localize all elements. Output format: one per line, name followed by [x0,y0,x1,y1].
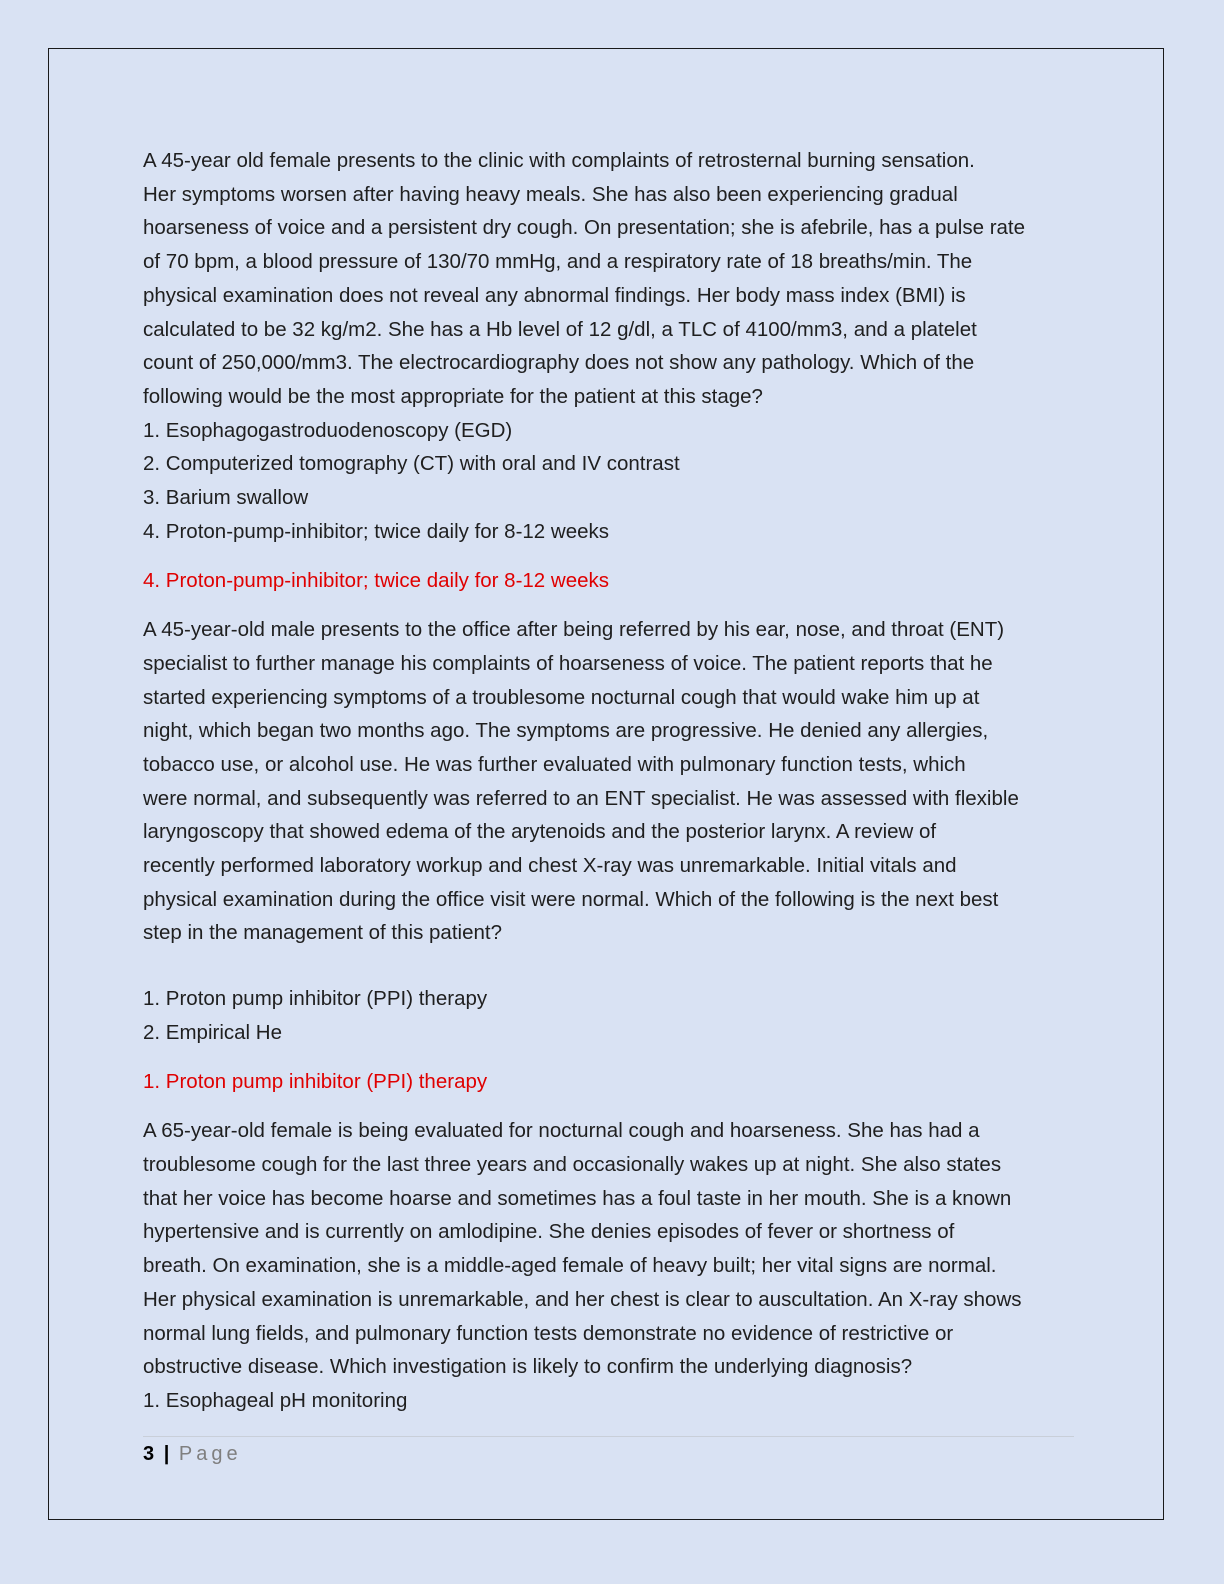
question-3-line: that her voice has become hoarse and sometimes has a foul taste in her mouth. She is a known [143,1186,1012,1210]
question-1-line: Her symptoms worsen after having heavy meals. She has also been experiencing gradual [143,182,958,206]
question-1 [143,144,1083,548]
question-3-line: obstructive disease. Which investigation is likely to confirm the underlying diagnosis? [143,1355,913,1379]
question-1-line: physical examination does not reveal any abnormal findings. Her body mass index (BMI) is [143,283,966,307]
question-2-answer: 1. Proton pump inhibitor (PPI) therapy [143,1070,488,1094]
question-1-option: 2. Computerized tomography (CT) with oral and IV contrast [143,452,680,476]
question-1-option: 3. Barium swallow [143,486,309,510]
question-2-line: tobacco use, or alcohol use. He was further evaluated with pulmonary function tests, which [143,752,966,776]
footer-divider [143,1436,1074,1437]
question-2-line: physical examination during the office visit were normal. Which of the following is the next best [143,887,999,911]
question-2-line: step in the management of this patient? [143,921,502,945]
question-3 [143,1114,1083,1417]
question-2-option: 1. Proton pump inhibitor (PPI) therapy [143,987,488,1011]
question-1-option: 4. Proton-pump-inhibitor; twice daily for 8-12 weeks [143,519,610,543]
question-2-line: A 45-year-old male presents to the office after being referred by his ear, nose, and throat (ENT) [143,618,1005,642]
question-3-line: hypertensive and is currently on amlodipine. She denies episodes of fever or shortness of [143,1220,955,1244]
question-1-option: 1. Esophagogastroduodenoscopy (EGD) [143,418,513,442]
question-1-line: following would be the most appropriate for the patient at this stage? [143,384,763,408]
question-1-line: count of 250,000/mm3. The electrocardiography does not show any pathology. Which of the [143,351,975,375]
question-3-option: 1. Esophageal pH monitoring [143,1388,408,1412]
page-label: Page [178,1443,242,1465]
question-1-line: of 70 bpm, a blood pressure of 130/70 mmHg, and a respiratory rate of 18 breaths/min. The [143,250,973,274]
question-3-line: breath. On examination, she is a middle-aged female of heavy built; her vital signs are normal. [143,1254,997,1278]
question-2 [143,613,1083,1049]
question-3-line: troublesome cough for the last three years and occasionally wakes up at night. She also states [143,1152,1002,1176]
question-1-line: calculated to be 32 kg/m2. She has a Hb level of 12 g/dl, a TLC of 4100/mm3, and a platelet [143,317,977,341]
question-2-line: started experiencing symptoms of a troublesome nocturnal cough that would wake him up at [143,685,980,709]
question-1-answer: 4. Proton-pump-inhibitor; twice daily for 8-12 weeks [143,568,610,592]
page-number: 3 [143,1443,155,1465]
question-2-line: were normal, and subsequently was referred to an ENT specialist. He was assessed with flexible [143,786,1019,810]
question-2-option: 2. Empirical He [143,1020,282,1044]
question-1-line: A 45-year old female presents to the clinic with complaints of retrosternal burning sensation. [143,149,975,172]
footer-separator: | [163,1443,170,1465]
question-2-line: night, which began two months ago. The symptoms are progressive. He denied any allergies, [143,719,989,743]
question-3-line: Her physical examination is unremarkable, and her chest is clear to auscultation. An X-ray shows [143,1287,1022,1311]
question-2-line: laryngoscopy that showed edema of the arytenoids and the posterior larynx. A review of [143,820,937,844]
page-footer [143,1441,242,1467]
question-2-line: specialist to further manage his complaints of hoarseness of voice. The patient reports that he [143,651,993,675]
question-2-line: recently performed laboratory workup and chest X-ray was unremarkable. Initial vitals and [143,854,957,878]
document-body [143,144,1083,1418]
question-3-line: normal lung fields, and pulmonary function tests demonstrate no evidence of restrictive or [143,1321,954,1345]
question-3-line: A 65-year-old female is being evaluated for nocturnal cough and hoarseness. She has had a [143,1119,980,1143]
question-1-line: hoarseness of voice and a persistent dry cough. On presentation; she is afebrile, has a pulse rate [143,216,1026,240]
